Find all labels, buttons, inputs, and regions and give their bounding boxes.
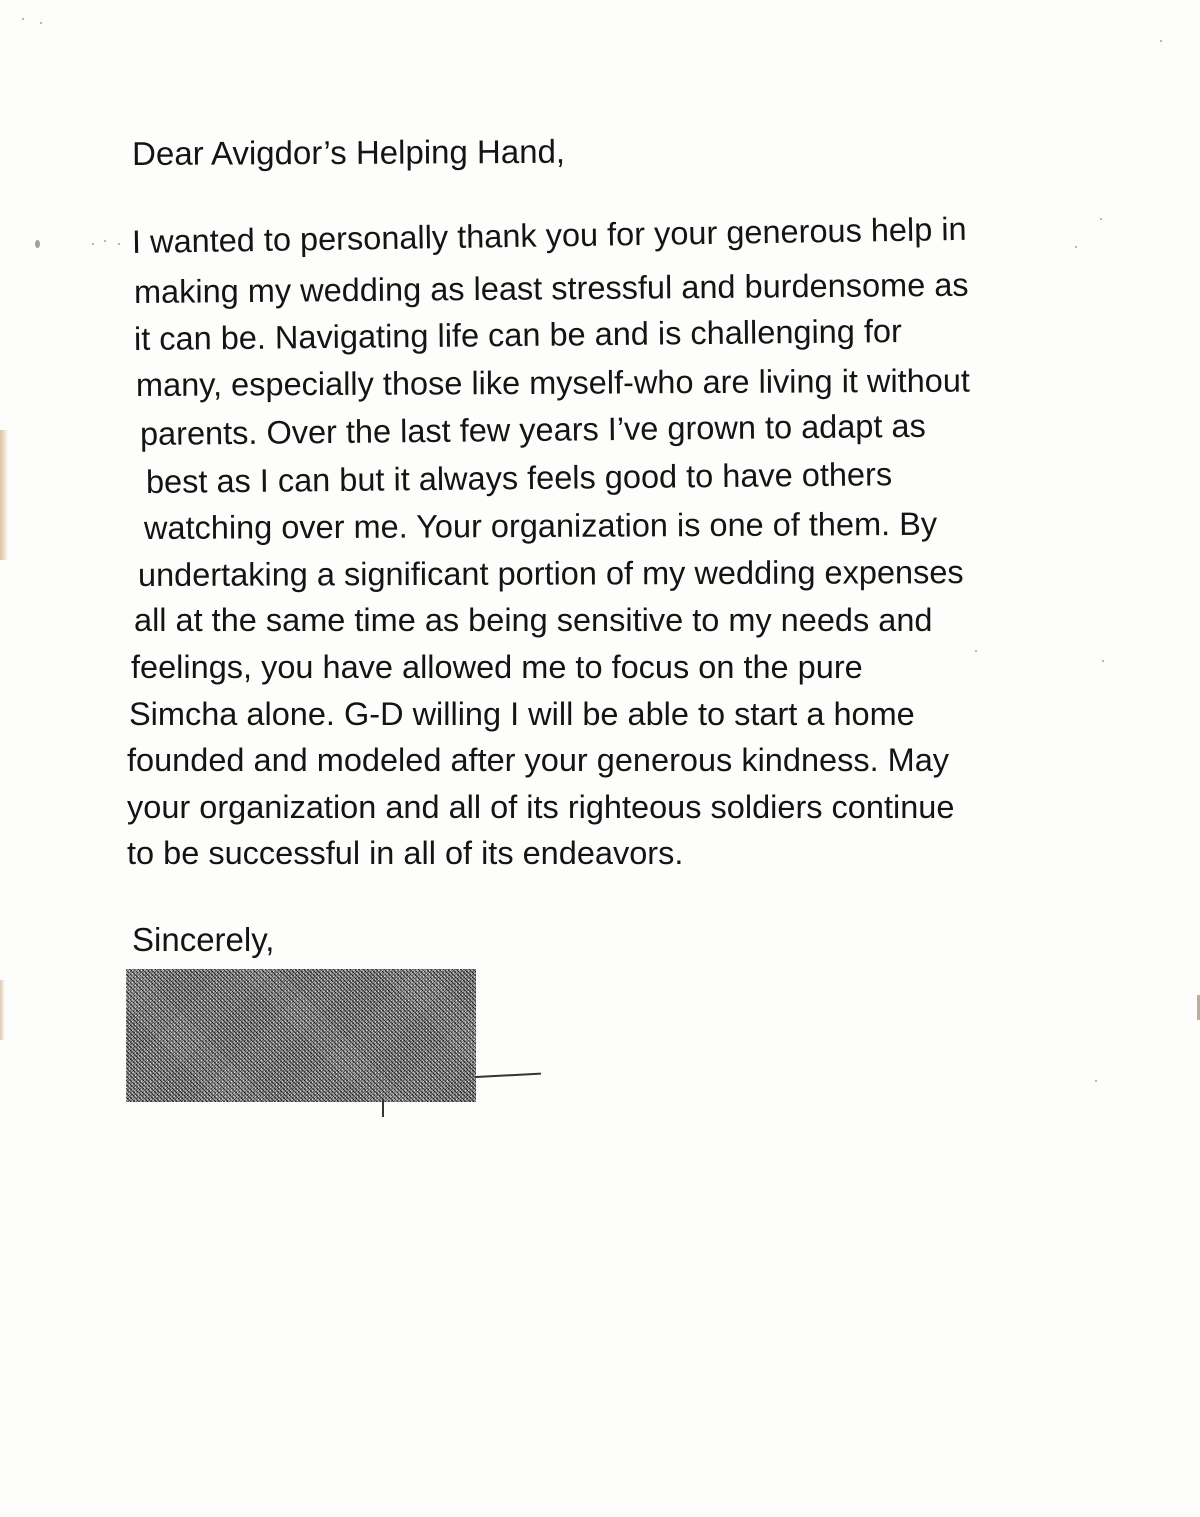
- scan-speck: [92, 243, 94, 245]
- body-line: feelings, you have allowed me to focus on the pure: [131, 649, 863, 685]
- body-line: your organization and all of its righteous soldiers continue: [127, 789, 955, 825]
- body-line: it can be. Navigating life can be and is challenging for: [133, 312, 903, 357]
- signature-stroke: [476, 1073, 541, 1078]
- scan-speck: [1100, 218, 1102, 220]
- signature-area: [126, 966, 546, 1121]
- body-line: parents. Over the last few years I’ve grown to adapt as: [139, 407, 926, 452]
- body-line: watching over me. Your organization is one of them. By: [143, 505, 938, 546]
- scan-speck: [975, 650, 977, 652]
- body-line: best as I can but it always feels good to have others: [145, 456, 893, 500]
- body-line: Simcha alone. G-D willing I will be able to start a home: [129, 696, 915, 732]
- letter-closing: Sincerely,: [132, 921, 275, 958]
- redacted-signature: [126, 969, 476, 1102]
- body-line: to be successful in all of its endeavors.: [127, 835, 684, 871]
- body-line: making my wedding as least stressful and burdensome as: [133, 266, 969, 310]
- letter-salutation: Dear Avigdor’s Helping Hand,: [132, 132, 566, 172]
- signature-stroke: [382, 1099, 384, 1117]
- scan-speck: [1160, 40, 1162, 42]
- body-line: many, especially those like myself-who are living it without: [135, 362, 971, 403]
- body-line: all at the same time as being sensitive to my needs and: [134, 602, 933, 638]
- paper-edge-stain: [0, 430, 8, 560]
- scan-speck: [1102, 660, 1104, 662]
- body-line: undertaking a significant portion of my wedding expenses: [137, 554, 964, 593]
- scan-speck: [104, 240, 106, 242]
- scan-speck: [1095, 1080, 1097, 1082]
- body-line: founded and modeled after your generous kindness. May: [127, 742, 950, 778]
- scan-speck: [40, 22, 42, 24]
- scan-speck: [35, 240, 40, 248]
- body-line: I wanted to personally thank you for your generous help in: [131, 210, 967, 260]
- paper-edge-stain: [0, 980, 5, 1040]
- scan-speck: [1075, 246, 1077, 248]
- scan-speck: [118, 243, 120, 245]
- scan-speck: [22, 18, 24, 20]
